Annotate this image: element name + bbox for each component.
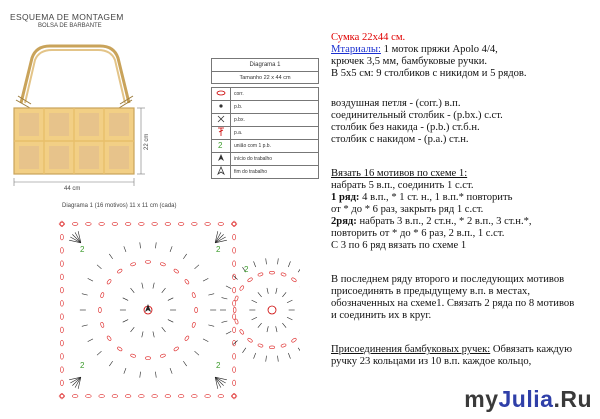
- double-crochet-icon: [212, 127, 231, 140]
- legend-row: [212, 114, 319, 127]
- materials-text: 1 моток пряжи Apolo 4/4,: [381, 44, 498, 55]
- row-2-cont: повторить от * до * 6 раз, 2 в.п., 1 с.ст.: [331, 228, 505, 239]
- handle-label: Присоединения бамбуковых ручек:: [331, 344, 491, 355]
- start-arrow-icon: [212, 153, 231, 166]
- legend-row: [212, 153, 319, 166]
- legend-label: início do trabalho: [231, 153, 319, 166]
- scheme-subtitle: BOLSA DE BARBANTE: [38, 23, 102, 29]
- legend-row: [212, 127, 319, 140]
- join-marker: 2: [216, 245, 221, 254]
- abbr-3: столбик без накида - (p.b.) ст.б.н.: [331, 122, 480, 133]
- dim-height: 22 cm: [144, 133, 150, 150]
- motif-center: [268, 306, 276, 314]
- legend-label: fim do trabalho: [231, 166, 319, 179]
- row-3: С 3 по 6 ряд вязать по схеме 1: [331, 240, 467, 251]
- handle-2: ручку 23 кольцами из 10 в.п. каждое кольцо,: [331, 356, 532, 367]
- join-number-icon: [212, 140, 231, 153]
- legend-row: [212, 166, 319, 179]
- chain-stitch-icon: [212, 88, 231, 101]
- row-2-label: 2ряд:: [331, 216, 357, 227]
- join-marker: 2: [80, 245, 85, 254]
- legend-label: p.bx.: [231, 114, 319, 127]
- legend-row: [212, 140, 319, 153]
- row-1-text: 4 в.п., * 1 ст. н., 1 в.п.* повторить: [359, 192, 513, 203]
- handle-line: [331, 344, 572, 356]
- row-2: [331, 216, 532, 228]
- materials-line: [331, 44, 498, 56]
- watermark-ru: .Ru: [553, 386, 592, 412]
- legend-label: p.a.: [231, 127, 319, 140]
- knit-title: Вязать 16 мотивов по схеме 1:: [331, 168, 468, 179]
- watermark-my: my: [464, 386, 499, 412]
- svg-text:2: 2: [218, 141, 223, 150]
- bag-illustration: [0, 0, 200, 200]
- legend-label: p.b.: [231, 101, 319, 114]
- line-2: крючек 3,5 мм, бамбуковые ручки.: [331, 56, 488, 67]
- abbr-1: воздушная петля - (corr.) в.п.: [331, 98, 461, 109]
- legend-row: [212, 101, 319, 114]
- article-title: Сумка 22х44 см.: [331, 32, 406, 43]
- line-3: В 5х5 см: 9 столбиков с никидом и 5 рядов.: [331, 68, 527, 79]
- join-1: В последнем ряду второго и последующих мотивов: [331, 274, 565, 285]
- join-marker: 2: [244, 265, 249, 274]
- crochet-diagram: [40, 212, 300, 412]
- end-arrow-icon: [212, 166, 231, 179]
- materials-label: Мтариалы:: [331, 44, 381, 55]
- join-2: присоединять в предыдущему в.п. в местах,: [331, 286, 530, 297]
- legend-title: Diagrama 1: [212, 59, 319, 72]
- single-crochet-icon: [212, 114, 231, 127]
- legend-label: corr.: [231, 88, 319, 101]
- legend-row: [212, 88, 319, 101]
- join-3: обозначенных на схеме1. Связать 2 ряда по 8 мотивов: [331, 298, 575, 309]
- scheme-title: ESQUEMA DE MONTAGEM: [10, 12, 124, 22]
- join-4: и соединить их в круг.: [331, 310, 432, 321]
- row-1-cont: от * до * 6 раз, закрыть ряд 1 с.ст.: [331, 204, 484, 215]
- watermark-julia: Julia: [498, 386, 554, 412]
- diagram-caption: Diagrama 1 (16 motivos) 11 x 11 cm (cada): [62, 203, 177, 209]
- join-marker: 2: [216, 361, 221, 370]
- slip-stitch-icon: [212, 101, 231, 114]
- legend-size: Tamanho 22 x 44 cm: [212, 72, 319, 84]
- site-watermark: [464, 386, 592, 413]
- abbr-2: соединительный столбик - (p.bx.) с.ст.: [331, 110, 503, 121]
- legend-box: [211, 58, 319, 179]
- dim-width: 44 cm: [64, 186, 81, 192]
- row-2-text: набрать 3 в.п., 2 ст.н., * 2 в.п., 3 ст.н.*,: [356, 216, 532, 227]
- knit-1: набрать 5 в.п., соединить 1 с.ст.: [331, 180, 474, 191]
- row-1: [331, 192, 512, 204]
- legend-label: união com 1 p.b.: [231, 140, 319, 153]
- handle-text: Обвязать каждую: [490, 344, 572, 355]
- start-arrow-icon: [145, 304, 151, 312]
- row-1-label: 1 ряд:: [331, 192, 360, 203]
- join-marker: 2: [80, 361, 85, 370]
- abbr-4: столбик с накидом - (p.a.) ст.н.: [331, 134, 469, 145]
